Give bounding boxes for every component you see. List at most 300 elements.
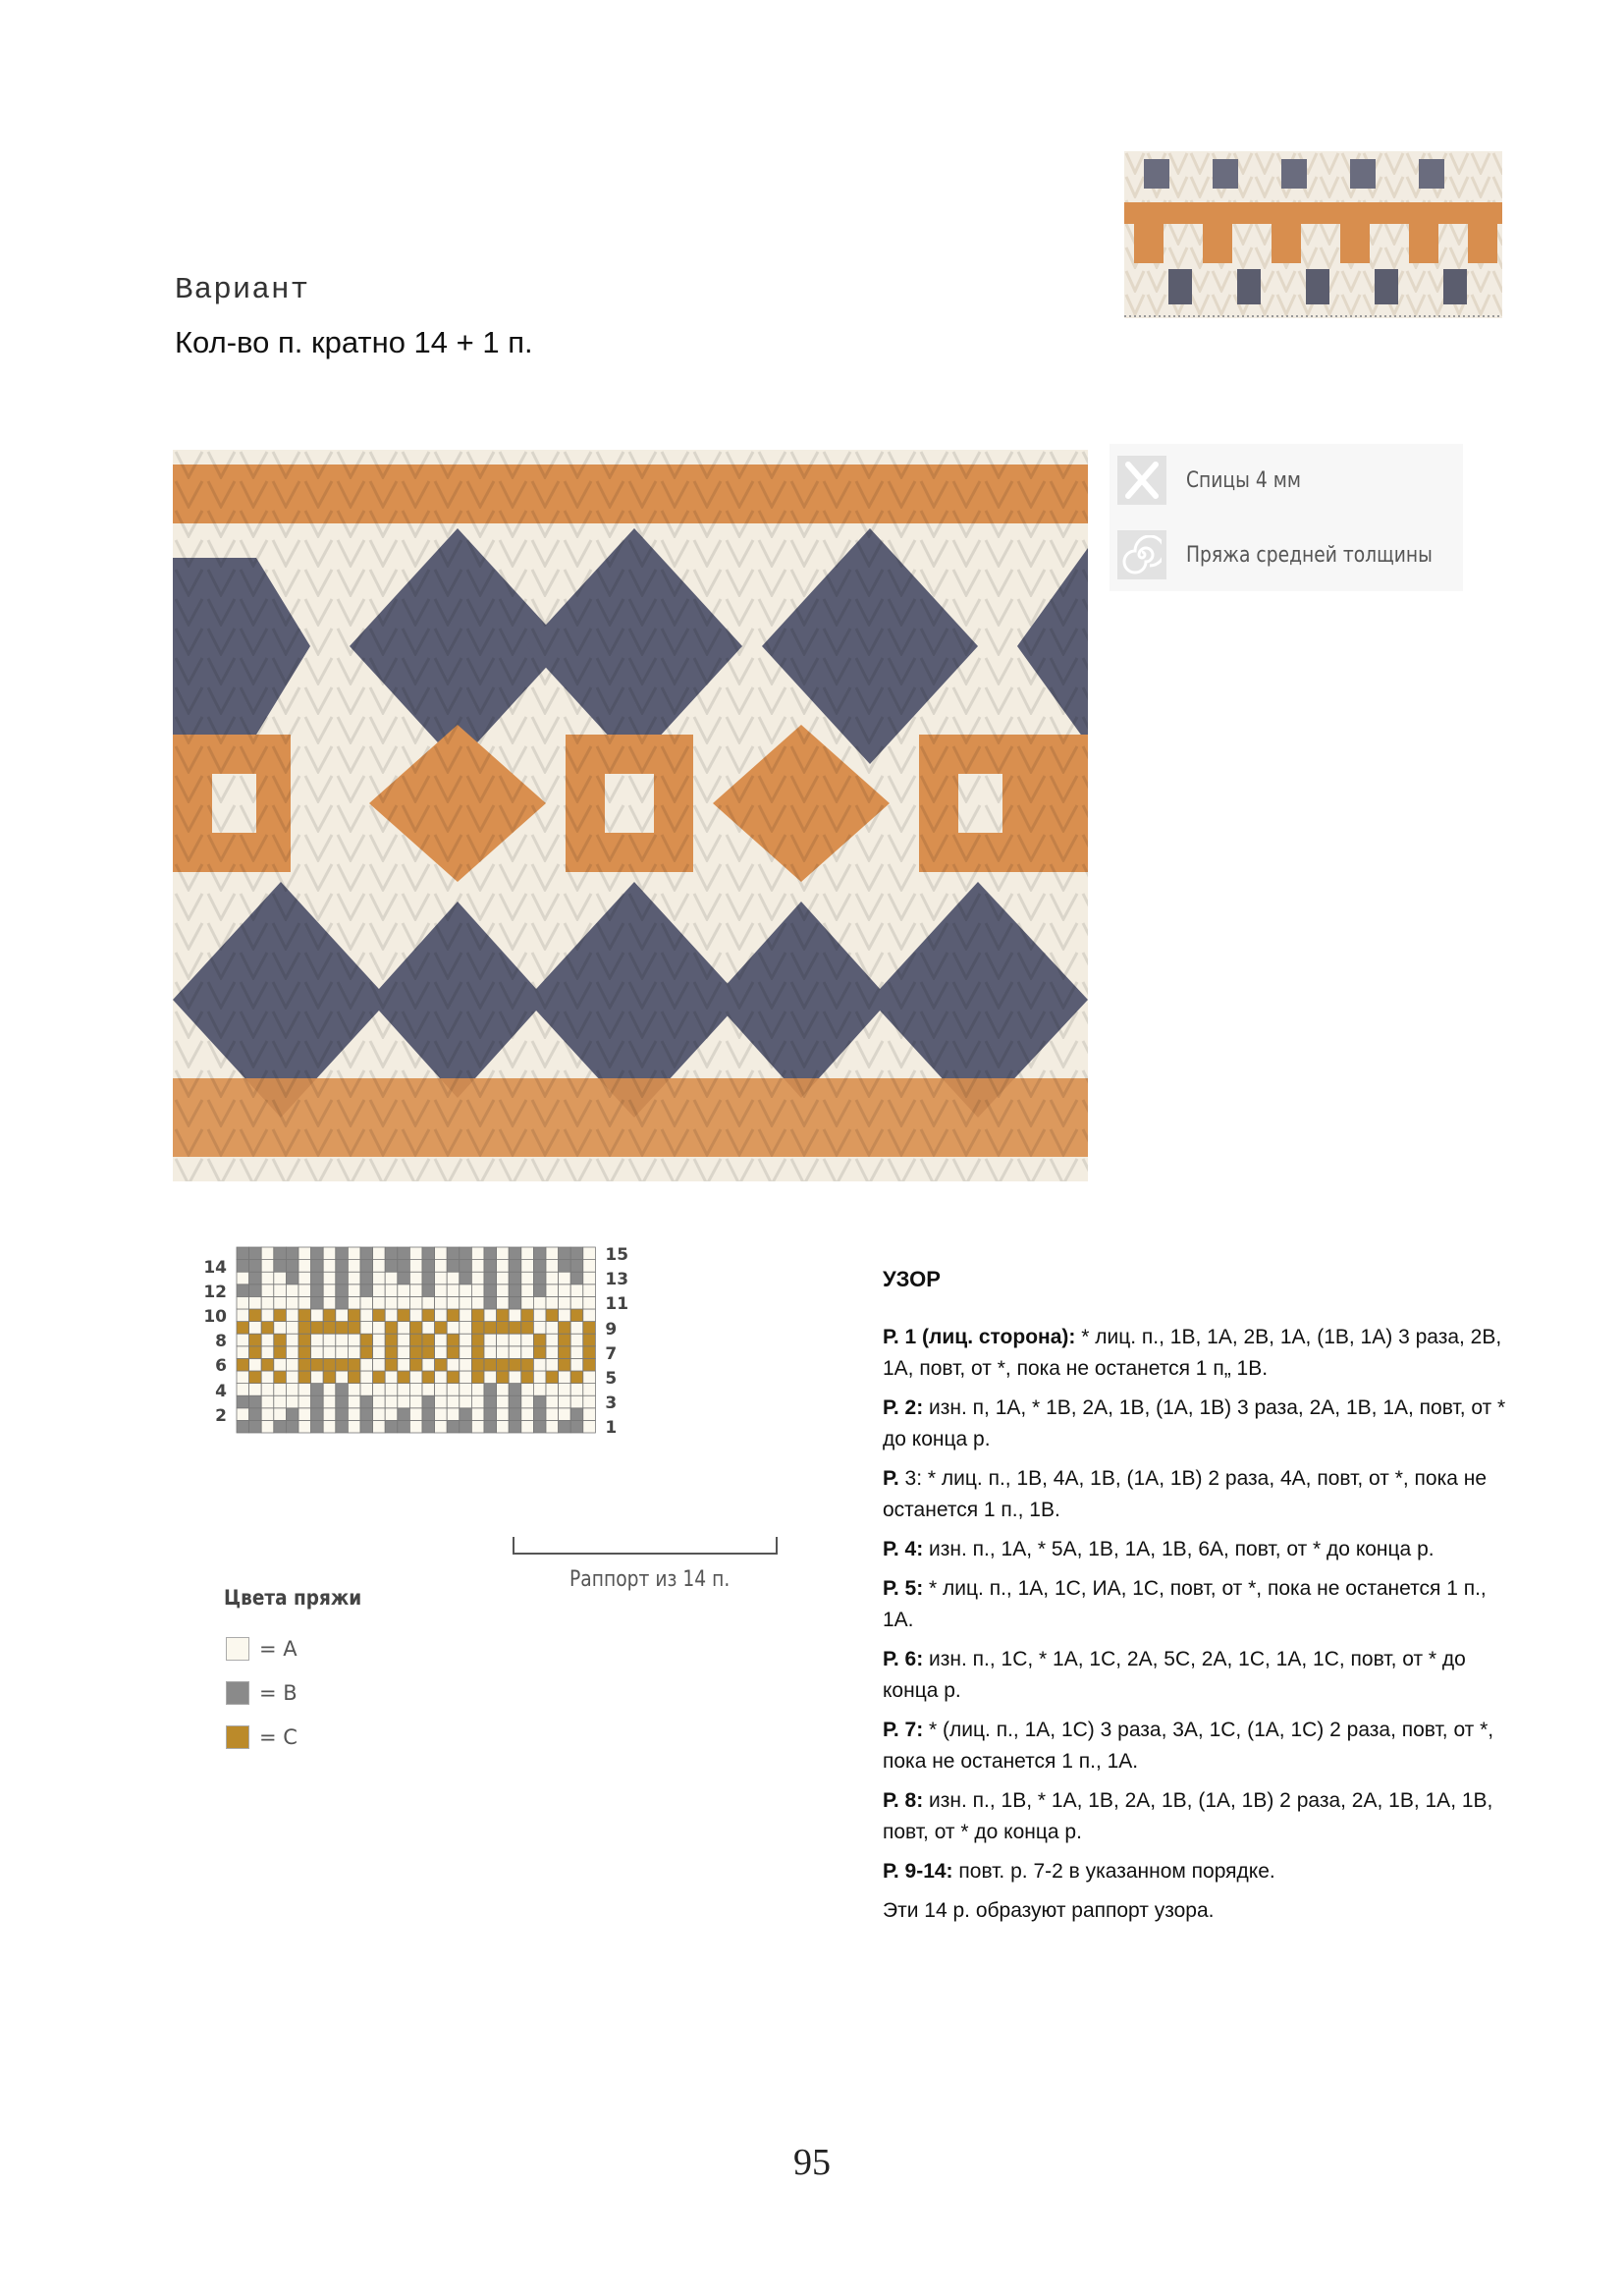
chart-cell xyxy=(471,1334,484,1346)
chart-cell xyxy=(360,1309,373,1322)
chart-cell xyxy=(546,1285,559,1297)
chart-cell xyxy=(336,1260,349,1273)
chart-cell xyxy=(398,1247,410,1260)
row-number-left: 2 xyxy=(215,1405,227,1426)
legend-title: Цвета пряжи xyxy=(224,1586,362,1610)
chart-cell xyxy=(323,1346,336,1359)
chart-cell xyxy=(559,1408,571,1421)
chart-cell xyxy=(583,1358,596,1371)
chart-cell xyxy=(521,1272,534,1285)
chart-cell xyxy=(521,1334,534,1346)
chart-cell xyxy=(521,1420,534,1433)
chart-cell xyxy=(336,1296,349,1309)
chart-cell xyxy=(484,1309,497,1322)
chart-cell xyxy=(471,1371,484,1384)
chart-cell xyxy=(471,1285,484,1297)
chart-cell xyxy=(274,1272,287,1285)
chart-cell xyxy=(348,1247,360,1260)
chart-cell xyxy=(484,1358,497,1371)
chart-cell xyxy=(274,1384,287,1396)
legend-label-c: = C xyxy=(259,1725,298,1749)
chart-cell xyxy=(385,1272,398,1285)
row-text: изн. п., 1С, * 1А, 1С, 2А, 5С, 2А, 1С, 1А, 1С, повт, от * до конца р. xyxy=(883,1648,1466,1702)
instruction-row-9-14 xyxy=(883,1856,1511,1887)
chart-cell xyxy=(360,1420,373,1433)
row-number-left: 6 xyxy=(215,1356,227,1377)
chart-cell xyxy=(298,1395,311,1408)
chart-cell xyxy=(385,1346,398,1359)
chart-cell xyxy=(373,1334,386,1346)
pattern-heading: УЗОР xyxy=(883,1267,941,1291)
chart-cell xyxy=(286,1395,298,1408)
chart-cell xyxy=(447,1420,460,1433)
chart-cell xyxy=(311,1296,324,1309)
chart-cell xyxy=(570,1384,583,1396)
row-label: Р. 8: xyxy=(883,1789,924,1812)
chart-cell xyxy=(447,1272,460,1285)
chart-cell xyxy=(286,1346,298,1359)
chart-cell xyxy=(298,1371,311,1384)
row-number-right: 11 xyxy=(605,1294,629,1315)
chart-cell xyxy=(583,1408,596,1421)
chart-cell xyxy=(409,1358,422,1371)
chart-cell xyxy=(409,1408,422,1421)
chart-cell xyxy=(298,1260,311,1273)
chart-cell xyxy=(422,1371,435,1384)
chart-cell xyxy=(447,1247,460,1260)
chart-cell xyxy=(435,1285,448,1297)
chart-cell xyxy=(559,1346,571,1359)
chart-cell xyxy=(521,1346,534,1359)
chart-cell xyxy=(497,1346,510,1359)
chart-cell xyxy=(261,1334,274,1346)
row-text: * лиц. п., 1В, 1А, 2В, 1А, (1В, 1А) 3 раза, 2В, 1А, повт, от *, пока не останется 1 п„ 1В. xyxy=(883,1326,1502,1380)
chart-cell xyxy=(311,1309,324,1322)
chart-cell xyxy=(484,1272,497,1285)
chart-cell xyxy=(583,1322,596,1335)
instruction-summary xyxy=(883,1895,1511,1927)
chart-cell xyxy=(373,1358,386,1371)
chart-cell xyxy=(533,1285,546,1297)
chart-cell xyxy=(360,1296,373,1309)
chart-cell xyxy=(336,1309,349,1322)
chart-cell xyxy=(348,1346,360,1359)
chart-cell xyxy=(373,1371,386,1384)
chart-cell xyxy=(286,1408,298,1421)
chart-cell xyxy=(261,1285,274,1297)
chart-cell xyxy=(460,1408,472,1421)
chart-cell xyxy=(484,1384,497,1396)
chart-cell xyxy=(460,1247,472,1260)
chart-cell xyxy=(311,1346,324,1359)
legend-item-b xyxy=(226,1679,298,1707)
chart-cell xyxy=(274,1408,287,1421)
color-swatch-a xyxy=(226,1637,249,1661)
row-number-right: 15 xyxy=(605,1245,629,1265)
chart-cell xyxy=(435,1296,448,1309)
knitting-needles-icon xyxy=(1117,456,1166,505)
chart-cell xyxy=(521,1309,534,1322)
chart-cell xyxy=(422,1334,435,1346)
chart-cell xyxy=(249,1309,262,1322)
chart-cell xyxy=(348,1420,360,1433)
chart-cell xyxy=(311,1408,324,1421)
chart-cell xyxy=(435,1408,448,1421)
legend-item-c xyxy=(226,1723,298,1751)
pattern-instructions xyxy=(883,1267,1511,1935)
instruction-row-7 xyxy=(883,1715,1511,1777)
row-text: 3: * лиц. п., 1В, 4А, 1В, (1А, 1В) 2 раза, 4А, повт, от *, пока не останется 1 п., 1В. xyxy=(883,1467,1488,1521)
chart-cell xyxy=(237,1285,249,1297)
knitting-chart xyxy=(231,1245,781,1540)
chart-cell xyxy=(249,1285,262,1297)
chart-cell xyxy=(447,1346,460,1359)
chart-cell xyxy=(298,1247,311,1260)
chart-cell xyxy=(249,1272,262,1285)
chart-cell xyxy=(348,1408,360,1421)
chart-cell xyxy=(398,1420,410,1433)
instruction-row-2 xyxy=(883,1393,1511,1455)
chart-cell xyxy=(274,1395,287,1408)
chart-cell xyxy=(460,1395,472,1408)
chart-cell xyxy=(559,1309,571,1322)
chart-cell xyxy=(435,1346,448,1359)
chart-cell xyxy=(509,1358,521,1371)
chart-cell xyxy=(398,1272,410,1285)
row-label: Р. 1 (лиц. сторона): xyxy=(883,1326,1076,1348)
stitch-count: Кол-во п. кратно 14 + 1 п. xyxy=(175,325,533,359)
chart-cell xyxy=(373,1296,386,1309)
chart-cell xyxy=(533,1296,546,1309)
instruction-row-8 xyxy=(883,1785,1511,1848)
chart-cell xyxy=(435,1371,448,1384)
chart-cell xyxy=(323,1285,336,1297)
chart-cell xyxy=(261,1272,274,1285)
row-text: * лиц. п., 1А, 1С, ИА, 1С, повт, от *, пока не останется 1 п., 1А. xyxy=(883,1577,1487,1631)
chart-cell xyxy=(509,1247,521,1260)
chart-cell xyxy=(348,1334,360,1346)
chart-cell xyxy=(521,1260,534,1273)
chart-cell xyxy=(323,1322,336,1335)
chart-cell xyxy=(298,1408,311,1421)
chart-section xyxy=(203,1245,781,1540)
chart-cell xyxy=(298,1322,311,1335)
legend-label-b: = B xyxy=(259,1681,298,1705)
row-text: * (лиц. п., 1А, 1С) 3 раза, 3А, 1С, (1А, 1С) 2 раза, повт, от *, пока не останется 1 п., 1А. xyxy=(883,1719,1494,1773)
chart-cell xyxy=(298,1334,311,1346)
chart-cell xyxy=(497,1334,510,1346)
chart-cell xyxy=(497,1395,510,1408)
chart-cell xyxy=(237,1371,249,1384)
chart-cell xyxy=(373,1247,386,1260)
chart-cell xyxy=(570,1260,583,1273)
chart-cell xyxy=(323,1260,336,1273)
chart-cell xyxy=(546,1395,559,1408)
row-number-right: 9 xyxy=(605,1319,618,1339)
chart-cell xyxy=(323,1247,336,1260)
chart-cell xyxy=(583,1420,596,1433)
chart-cell xyxy=(237,1260,249,1273)
chart-cell xyxy=(583,1272,596,1285)
repeat-bracket xyxy=(513,1537,778,1555)
chart-cell xyxy=(237,1384,249,1396)
chart-cell xyxy=(422,1346,435,1359)
chart-cell xyxy=(471,1309,484,1322)
chart-cell xyxy=(360,1384,373,1396)
chart-cell xyxy=(497,1296,510,1309)
chart-cell xyxy=(435,1358,448,1371)
chart-cell xyxy=(533,1334,546,1346)
chart-cell xyxy=(385,1371,398,1384)
chart-cell xyxy=(373,1395,386,1408)
chart-cell xyxy=(360,1346,373,1359)
chart-cell xyxy=(546,1358,559,1371)
chart-cell xyxy=(348,1371,360,1384)
chart-cell xyxy=(447,1322,460,1335)
chart-cell xyxy=(237,1272,249,1285)
chart-cell xyxy=(409,1309,422,1322)
chart-cell xyxy=(274,1371,287,1384)
chart-cell xyxy=(484,1408,497,1421)
chart-cell xyxy=(422,1384,435,1396)
chart-cell xyxy=(422,1408,435,1421)
chart-cell xyxy=(274,1296,287,1309)
chart-cell xyxy=(447,1334,460,1346)
chart-cell xyxy=(422,1358,435,1371)
chart-cell xyxy=(447,1358,460,1371)
chart-cell xyxy=(447,1384,460,1396)
chart-cell xyxy=(484,1260,497,1273)
row-number-right: 13 xyxy=(605,1270,629,1290)
chart-cell xyxy=(583,1296,596,1309)
chart-cell xyxy=(348,1260,360,1273)
chart-cell xyxy=(298,1346,311,1359)
chart-cell xyxy=(373,1285,386,1297)
chart-cell xyxy=(546,1408,559,1421)
chart-cell xyxy=(460,1346,472,1359)
yarn-label: Пряжа средней толщины xyxy=(1186,542,1433,568)
chart-cell xyxy=(521,1358,534,1371)
chart-cell xyxy=(360,1260,373,1273)
chart-cell xyxy=(559,1322,571,1335)
yarn-info xyxy=(1117,526,1476,583)
chart-cell xyxy=(435,1309,448,1322)
chart-cell xyxy=(409,1285,422,1297)
chart-cell xyxy=(546,1384,559,1396)
chart-cell xyxy=(533,1408,546,1421)
chart-cell xyxy=(533,1420,546,1433)
chart-cell xyxy=(237,1247,249,1260)
row-number-right: 7 xyxy=(605,1343,618,1364)
chart-cell xyxy=(435,1395,448,1408)
chart-cell xyxy=(274,1322,287,1335)
chart-cell xyxy=(570,1358,583,1371)
yarn-color-legend xyxy=(224,1586,401,1773)
chart-cell xyxy=(471,1358,484,1371)
chart-cell xyxy=(385,1296,398,1309)
row-number-right: 3 xyxy=(605,1394,618,1414)
chart-cell xyxy=(583,1247,596,1260)
chart-cell xyxy=(484,1285,497,1297)
chart-cell xyxy=(559,1247,571,1260)
chart-cell xyxy=(398,1395,410,1408)
chart-cell xyxy=(471,1395,484,1408)
chart-cell xyxy=(546,1272,559,1285)
chart-cell xyxy=(559,1260,571,1273)
chart-cell xyxy=(249,1334,262,1346)
chart-cell xyxy=(460,1384,472,1396)
chart-cell xyxy=(583,1260,596,1273)
chart-cell xyxy=(509,1334,521,1346)
chart-cell xyxy=(460,1358,472,1371)
chart-cell xyxy=(323,1272,336,1285)
chart-cell xyxy=(497,1420,510,1433)
chart-cell xyxy=(460,1260,472,1273)
chart-cell xyxy=(484,1322,497,1335)
chart-cell xyxy=(460,1272,472,1285)
chart-cell xyxy=(373,1384,386,1396)
chart-cell xyxy=(484,1247,497,1260)
row-number-left: 4 xyxy=(215,1381,227,1401)
row-text: изн. п, 1А, * 1В, 2А, 1В, (1А, 1В) 3 раза, 2А, 1В, 1А, повт, от * до конца р. xyxy=(883,1396,1506,1450)
chart-cell xyxy=(447,1309,460,1322)
chart-cell xyxy=(583,1334,596,1346)
chart-cell xyxy=(398,1384,410,1396)
chart-cell xyxy=(348,1309,360,1322)
chart-cell xyxy=(460,1296,472,1309)
chart-cell xyxy=(261,1309,274,1322)
chart-cell xyxy=(484,1334,497,1346)
chart-cell xyxy=(398,1334,410,1346)
chart-cell xyxy=(583,1346,596,1359)
chart-cell xyxy=(521,1395,534,1408)
chart-cell xyxy=(286,1322,298,1335)
chart-cell xyxy=(249,1395,262,1408)
row-label: Р. 4: xyxy=(883,1538,924,1560)
chart-cell xyxy=(261,1346,274,1359)
chart-cell xyxy=(286,1296,298,1309)
chart-cell xyxy=(559,1272,571,1285)
knit-swatch-detail-image xyxy=(1124,151,1502,318)
chart-cell xyxy=(237,1420,249,1433)
chart-cell xyxy=(373,1260,386,1273)
instruction-row-6 xyxy=(883,1644,1511,1707)
variant-title: Вариант xyxy=(175,273,310,307)
chart-cell xyxy=(559,1384,571,1396)
chart-cell xyxy=(249,1296,262,1309)
chart-cell xyxy=(261,1247,274,1260)
chart-cell xyxy=(237,1358,249,1371)
chart-cell xyxy=(509,1285,521,1297)
needles-info xyxy=(1117,452,1322,509)
chart-cell xyxy=(360,1371,373,1384)
chart-cell xyxy=(546,1346,559,1359)
chart-cell xyxy=(497,1322,510,1335)
chart-cell xyxy=(311,1272,324,1285)
chart-cell xyxy=(559,1285,571,1297)
instruction-row-3 xyxy=(883,1463,1511,1526)
chart-cell xyxy=(435,1272,448,1285)
chart-cell xyxy=(323,1420,336,1433)
chart-cell xyxy=(398,1371,410,1384)
chart-cell xyxy=(409,1272,422,1285)
chart-cell xyxy=(533,1384,546,1396)
chart-cell xyxy=(249,1247,262,1260)
chart-cell xyxy=(323,1371,336,1384)
chart-cell xyxy=(311,1420,324,1433)
chart-cell xyxy=(583,1384,596,1396)
chart-cell xyxy=(360,1272,373,1285)
chart-cell xyxy=(373,1346,386,1359)
chart-cell xyxy=(422,1260,435,1273)
chart-cell xyxy=(435,1420,448,1433)
chart-cell xyxy=(497,1247,510,1260)
instruction-row-5 xyxy=(883,1573,1511,1636)
chart-cell xyxy=(249,1322,262,1335)
chart-cell xyxy=(533,1358,546,1371)
chart-cell xyxy=(274,1260,287,1273)
chart-cell xyxy=(385,1247,398,1260)
chart-cell xyxy=(497,1285,510,1297)
yarn-ball-icon xyxy=(1117,530,1166,579)
chart-cell xyxy=(570,1346,583,1359)
chart-cell xyxy=(311,1358,324,1371)
chart-cell xyxy=(559,1296,571,1309)
chart-cell xyxy=(570,1296,583,1309)
chart-cell xyxy=(509,1260,521,1273)
chart-cell xyxy=(385,1420,398,1433)
chart-cell xyxy=(435,1334,448,1346)
chart-cell xyxy=(261,1420,274,1433)
instruction-row-1 xyxy=(883,1322,1511,1385)
chart-cell xyxy=(311,1395,324,1408)
chart-cell xyxy=(311,1371,324,1384)
chart-cell xyxy=(237,1395,249,1408)
row-number-left: 10 xyxy=(203,1307,227,1327)
chart-cell xyxy=(274,1420,287,1433)
chart-cell xyxy=(447,1296,460,1309)
chart-cell xyxy=(249,1384,262,1396)
chart-cell xyxy=(385,1260,398,1273)
chart-cell xyxy=(261,1371,274,1384)
chart-cell xyxy=(521,1247,534,1260)
chart-cell xyxy=(570,1408,583,1421)
chart-cell xyxy=(323,1358,336,1371)
chart-cell xyxy=(521,1384,534,1396)
chart-cell xyxy=(360,1408,373,1421)
chart-cell xyxy=(261,1408,274,1421)
chart-cell xyxy=(497,1408,510,1421)
chart-cell xyxy=(398,1309,410,1322)
chart-cell xyxy=(261,1395,274,1408)
chart-cell xyxy=(385,1334,398,1346)
chart-cell xyxy=(583,1309,596,1322)
chart-cell xyxy=(336,1322,349,1335)
chart-cell xyxy=(460,1420,472,1433)
needles-label: Спицы 4 мм xyxy=(1186,467,1301,493)
chart-cell xyxy=(447,1260,460,1273)
chart-cell xyxy=(409,1322,422,1335)
chart-cell xyxy=(298,1296,311,1309)
chart-cell xyxy=(471,1247,484,1260)
chart-cell xyxy=(533,1247,546,1260)
chart-cell xyxy=(398,1408,410,1421)
chart-cell xyxy=(336,1334,349,1346)
chart-cell xyxy=(546,1260,559,1273)
chart-cell xyxy=(570,1285,583,1297)
chart-cell xyxy=(348,1285,360,1297)
chart-cell xyxy=(237,1309,249,1322)
